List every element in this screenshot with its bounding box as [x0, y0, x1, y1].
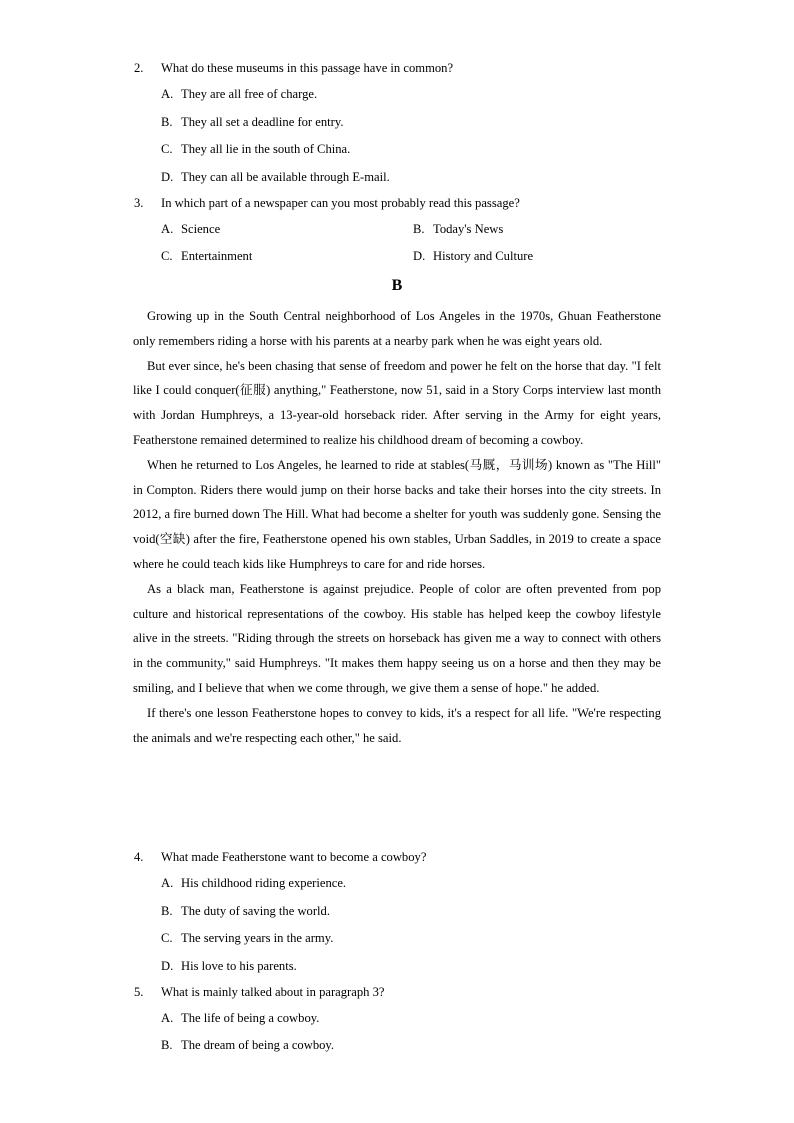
passage	[133, 304, 661, 750]
q2-option-b[interactable]	[161, 115, 343, 130]
option-letter: B.	[413, 222, 425, 236]
option-text: His childhood riding experience.	[181, 876, 347, 890]
question-number: 5.	[134, 985, 144, 999]
option-text: The duty of saving the world.	[181, 904, 330, 918]
option-text: They all set a deadline for entry.	[181, 115, 344, 129]
q4-option-b[interactable]	[161, 904, 330, 919]
option-text: His love to his parents.	[181, 959, 297, 973]
option-text: The life of being a cowboy.	[181, 1011, 320, 1025]
q4-option-c[interactable]	[161, 931, 333, 946]
q2-option-c[interactable]	[161, 142, 350, 157]
paragraph-3: When he returned to Los Angeles, he learned to ride at stables(马厩，马训场) known as "The Hill" in Compton. Riders there would jump on their horse backs and take their horses into the city streets. In 2012, a fire burned down The Hill. What had become a shelter for youth was suddenly gone. Sensing the void(空缺) after the fire, Featherstone opened his own stables, Urban Saddles, in 2019 to create a space where he could teach kids like Humphreys to care for and ride horses.	[133, 457, 661, 571]
question-text: What made Featherstone want to become a cowboy?	[161, 850, 427, 864]
paragraph-4: As a black man, Featherstone is against prejudice. People of color are often prevented from pop culture and historical representations of the cowboy. His stable has helped keep the cowboy lifestyle alive in the streets. "Riding through the streets on horseback has given me a way to connect with others in the community," said Humphreys. "It makes them happy seeing us on a horse and then they may be smiling, and I believe that when we come through, we give them a sense of hope." he added.	[133, 581, 661, 695]
question-text: In which part of a newspaper can you most probably read this passage?	[161, 196, 520, 210]
paragraph-2: But ever since, he's been chasing that sense of freedom and power he felt on the horse that day. "I felt like I could conquer(征服) anything," Featherstone, now 51, said in a Story Corps interview last month with Jordan Humphreys, a 13-year-old horseback rider. After serving in the Army for eight years, Featherstone remained determined to realize his childhood dream of becoming a cowboy.	[133, 358, 661, 447]
section-title: B	[391, 277, 403, 294]
q2-option-a[interactable]	[161, 87, 317, 102]
question-number: 2.	[134, 61, 144, 75]
q5-option-a[interactable]	[161, 1011, 319, 1026]
q2-option-d[interactable]	[161, 170, 390, 185]
option-text: Today's News	[433, 222, 504, 236]
option-text: History and Culture	[433, 249, 534, 263]
option-text: They are all free of charge.	[181, 87, 318, 101]
option-letter: C.	[161, 142, 173, 156]
option-letter: B.	[161, 1038, 173, 1052]
q4-option-d[interactable]	[161, 959, 297, 974]
option-letter: B.	[161, 115, 173, 129]
paragraph-1: Growing up in the South Central neighborhood of Los Angeles in the 1970s, Ghuan Featherstone only remembers riding a horse with his parents at a nearby park when he was eight years old.	[133, 309, 661, 348]
q5-option-b[interactable]	[161, 1038, 334, 1053]
option-text: The serving years in the army.	[181, 931, 334, 945]
question-number: 4.	[134, 850, 144, 864]
q4-option-a[interactable]	[161, 876, 346, 891]
option-letter: B.	[161, 904, 173, 918]
q3-option-d[interactable]	[413, 249, 533, 264]
option-letter: D.	[413, 249, 426, 263]
q3-option-a[interactable]	[161, 222, 220, 237]
option-text: They all lie in the south of China.	[181, 142, 351, 156]
question-text: What is mainly talked about in paragraph 3?	[161, 985, 385, 999]
question-text: What do these museums in this passage have in common?	[161, 61, 454, 75]
q3-option-b[interactable]	[413, 222, 503, 237]
question-number: 3.	[134, 196, 144, 210]
option-letter: A.	[161, 87, 174, 101]
option-letter: C.	[161, 249, 173, 263]
paragraph-5: If there's one lesson Featherstone hopes to convey to kids, it's a respect for all life. "We're respecting the animals and we're respecting each other," he said.	[133, 705, 661, 745]
option-text: Science	[181, 222, 221, 236]
option-text: They can all be available through E-mail.	[181, 170, 390, 184]
option-letter: A.	[161, 876, 174, 890]
option-letter: C.	[161, 931, 173, 945]
option-letter: D.	[161, 959, 174, 973]
option-letter: D.	[161, 170, 174, 184]
option-text: The dream of being a cowboy.	[181, 1038, 335, 1052]
option-letter: A.	[161, 1011, 174, 1025]
q3-option-c[interactable]	[161, 249, 252, 264]
option-letter: A.	[161, 222, 174, 236]
option-text: Entertainment	[181, 249, 253, 263]
